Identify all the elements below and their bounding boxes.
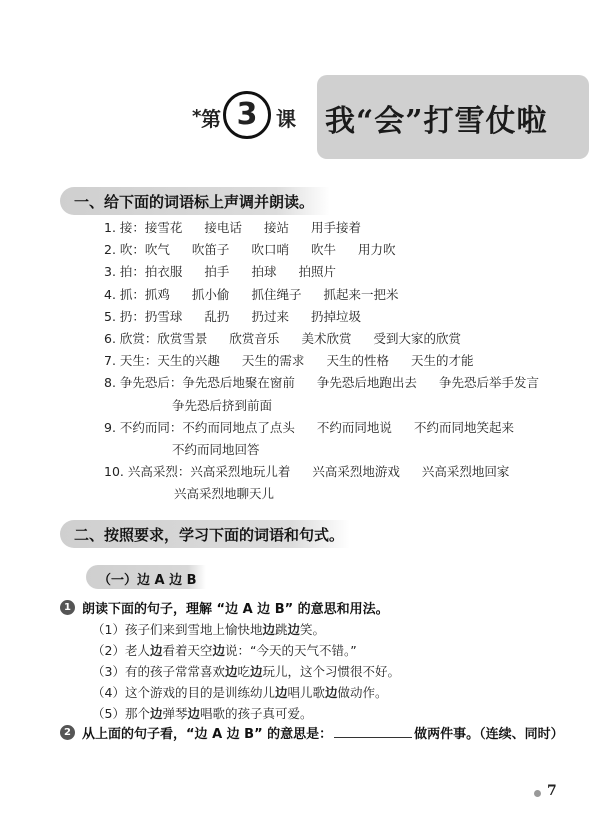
sentence-fragment: 说：“今天的天气不错。” <box>225 643 357 658</box>
vocab-word: 欣赏雪景 <box>157 330 208 346</box>
vocab-word: 抓起来一把米 <box>323 286 399 302</box>
vocab-row <box>104 462 584 484</box>
vocab-word: 用手接着 <box>310 220 361 235</box>
vocab-row <box>104 329 584 351</box>
vocab-head: 5. 扔： <box>104 308 145 324</box>
vocab-row-continued <box>104 484 584 506</box>
section-2-heading-text: 二、按照要求，学习下面的词语和句式。 <box>74 526 345 544</box>
vocab-word: 接站 <box>263 220 289 235</box>
vocab-word: 吹笛子 <box>191 242 230 258</box>
sentence-fragment: （5）那个 <box>92 706 150 721</box>
vocab-word: 兴高采烈地游戏 <box>312 464 400 480</box>
lesson-prefix: 第 <box>201 107 221 131</box>
subsection-tab-text: （一）边 A 边 B <box>98 573 197 588</box>
sentence-fragment: 看着天空 <box>162 643 213 658</box>
vocab-word: 受到大家的欣赏 <box>373 330 461 346</box>
vocab-word: 抓鸡 <box>144 286 170 302</box>
vocab-word: 接雪花 <box>144 220 183 235</box>
sentence-fragment: 玩儿，这个习惯很不好。 <box>262 664 401 679</box>
section-1-heading <box>60 187 330 215</box>
vocab-word: 争先恐后地跑出去 <box>316 375 417 391</box>
lesson-title: 我“会”打雪仗啦 <box>325 104 548 139</box>
keyword-bian: 边 <box>224 664 238 679</box>
example-sentence <box>92 662 400 683</box>
vocab-word: 拍衣服 <box>144 264 183 280</box>
vocab-word: 抓住绳子 <box>251 286 302 302</box>
vocab-row <box>104 240 584 262</box>
vocab-word: 吹牛 <box>310 242 336 258</box>
keyword-bian: 边 <box>149 643 163 658</box>
keyword-bian: 边 <box>287 622 301 637</box>
question-2-number: 2 <box>60 725 75 740</box>
sentence-fragment: 唱儿歌 <box>287 685 325 700</box>
question-2-after: 做两件事。（连续、同时） <box>414 727 564 742</box>
section-1-heading-text: 一、给下面的词语标上声调并朗读。 <box>74 193 315 211</box>
vocab-word: 用力吹 <box>357 242 396 258</box>
vocab-row <box>104 373 584 395</box>
question-1-text: 朗读下面的句子，理解 “边 A 边 B” 的意思和用法。 <box>82 602 389 617</box>
vocab-word: 争先恐后挤到前面 <box>172 397 273 413</box>
vocab-word: 接电话 <box>204 220 242 235</box>
vocab-word: 吹气 <box>144 242 170 258</box>
vocab-word: 兴高采烈地玩儿着 <box>190 464 291 480</box>
vocab-word: 乱扔 <box>204 308 230 324</box>
vocab-word: 争先恐后地聚在窗前 <box>182 375 295 391</box>
vocab-row <box>104 307 584 329</box>
vocab-word: 扔过来 <box>251 308 289 324</box>
vocab-head: 10. 兴高采烈： <box>104 464 191 480</box>
vocab-row-continued <box>104 440 584 462</box>
keyword-bian: 边 <box>274 685 288 700</box>
example-sentences <box>92 620 400 725</box>
sentence-fragment: （2）老人 <box>92 643 150 658</box>
keyword-bian: 边 <box>212 643 225 658</box>
sentence-fragment: 弹琴 <box>162 706 188 721</box>
vocab-word: 天生的需求 <box>241 353 305 369</box>
vocab-word: 扔雪球 <box>144 308 183 324</box>
sentence-fragment: （1）孩子们来到雪地上愉快地 <box>92 622 263 637</box>
keyword-bian: 边 <box>262 622 275 637</box>
lesson-suffix: 课 <box>276 107 296 131</box>
vocab-head: 8. 争先恐后： <box>104 375 183 391</box>
sentence-fragment: 跳 <box>274 622 288 637</box>
vocab-word: 天生的性格 <box>326 353 389 369</box>
vocab-word: 扔掉垃圾 <box>310 308 361 324</box>
vocab-row-continued <box>104 396 584 418</box>
vocab-word: 美术欣赏 <box>301 330 352 346</box>
sentence-fragment: （4）这个游戏的目的是训练幼儿 <box>92 685 275 700</box>
vocab-head: 6. 欣赏： <box>104 330 158 346</box>
page-dot <box>534 790 541 797</box>
vocab-head: 2. 吹： <box>104 242 145 258</box>
vocab-head: 4. 抓： <box>104 286 145 302</box>
vocab-row <box>104 285 584 307</box>
sentence-fragment: 做动作。 <box>337 685 388 700</box>
vocab-word: 拍手 <box>204 264 230 280</box>
subsection-tab <box>86 565 206 589</box>
vocab-list <box>104 218 584 506</box>
lesson-header <box>0 0 600 170</box>
vocab-head: 7. 天生： <box>104 353 158 369</box>
vocab-word: 不约而同地回答 <box>172 441 260 457</box>
vocab-word: 抓小偷 <box>191 286 230 302</box>
vocab-row <box>104 351 584 373</box>
keyword-bian: 边 <box>250 664 263 679</box>
vocab-word: 兴高采烈地回家 <box>421 464 510 480</box>
example-sentence <box>92 683 400 704</box>
vocab-row <box>104 218 584 240</box>
vocab-word: 拍球 <box>251 264 277 280</box>
keyword-bian: 边 <box>187 706 200 721</box>
vocab-word: 吹口哨 <box>251 242 289 258</box>
question-2-text <box>82 723 564 742</box>
vocab-word: 天生的才能 <box>410 353 474 369</box>
vocab-row <box>104 418 584 440</box>
keyword-bian: 边 <box>149 706 163 721</box>
vocab-word: 欣赏音乐 <box>229 330 280 346</box>
question-2-before: 从上面的句子看，“边 A 边 B” 的意思是： <box>82 727 333 742</box>
vocab-head: 3. 拍： <box>104 264 145 280</box>
vocab-head: 1. 接： <box>104 220 145 235</box>
keyword-bian: 边 <box>325 685 338 700</box>
example-sentence <box>92 704 400 725</box>
example-sentence <box>92 620 400 641</box>
sentence-fragment: 吃 <box>237 664 250 679</box>
answer-blank[interactable] <box>334 725 412 738</box>
lesson-star: * <box>192 106 202 127</box>
section-2-heading <box>60 520 350 548</box>
vocab-word: 不约而同地说 <box>316 419 392 435</box>
vocab-word: 争先恐后举手发言 <box>438 375 539 391</box>
vocab-row <box>104 262 584 284</box>
vocab-word: 拍照片 <box>298 264 336 280</box>
sentence-fragment: （3）有的孩子常常喜欢 <box>92 664 225 679</box>
example-sentence <box>92 641 400 662</box>
vocab-word: 兴高采烈地聊天儿 <box>174 486 275 502</box>
sentence-fragment: 唱歌的孩子真可爱。 <box>200 706 313 721</box>
vocab-word: 不约而同地点了点头 <box>182 419 295 435</box>
sentence-fragment: 笑。 <box>300 622 326 637</box>
page-number: 7 <box>547 783 557 799</box>
question-1-number: 1 <box>60 600 75 615</box>
lesson-number-badge: 3 <box>223 91 271 139</box>
vocab-word: 天生的兴趣 <box>157 353 220 369</box>
vocab-word: 不约而同地笑起来 <box>413 419 514 435</box>
vocab-head: 9. 不约而同： <box>104 419 183 435</box>
